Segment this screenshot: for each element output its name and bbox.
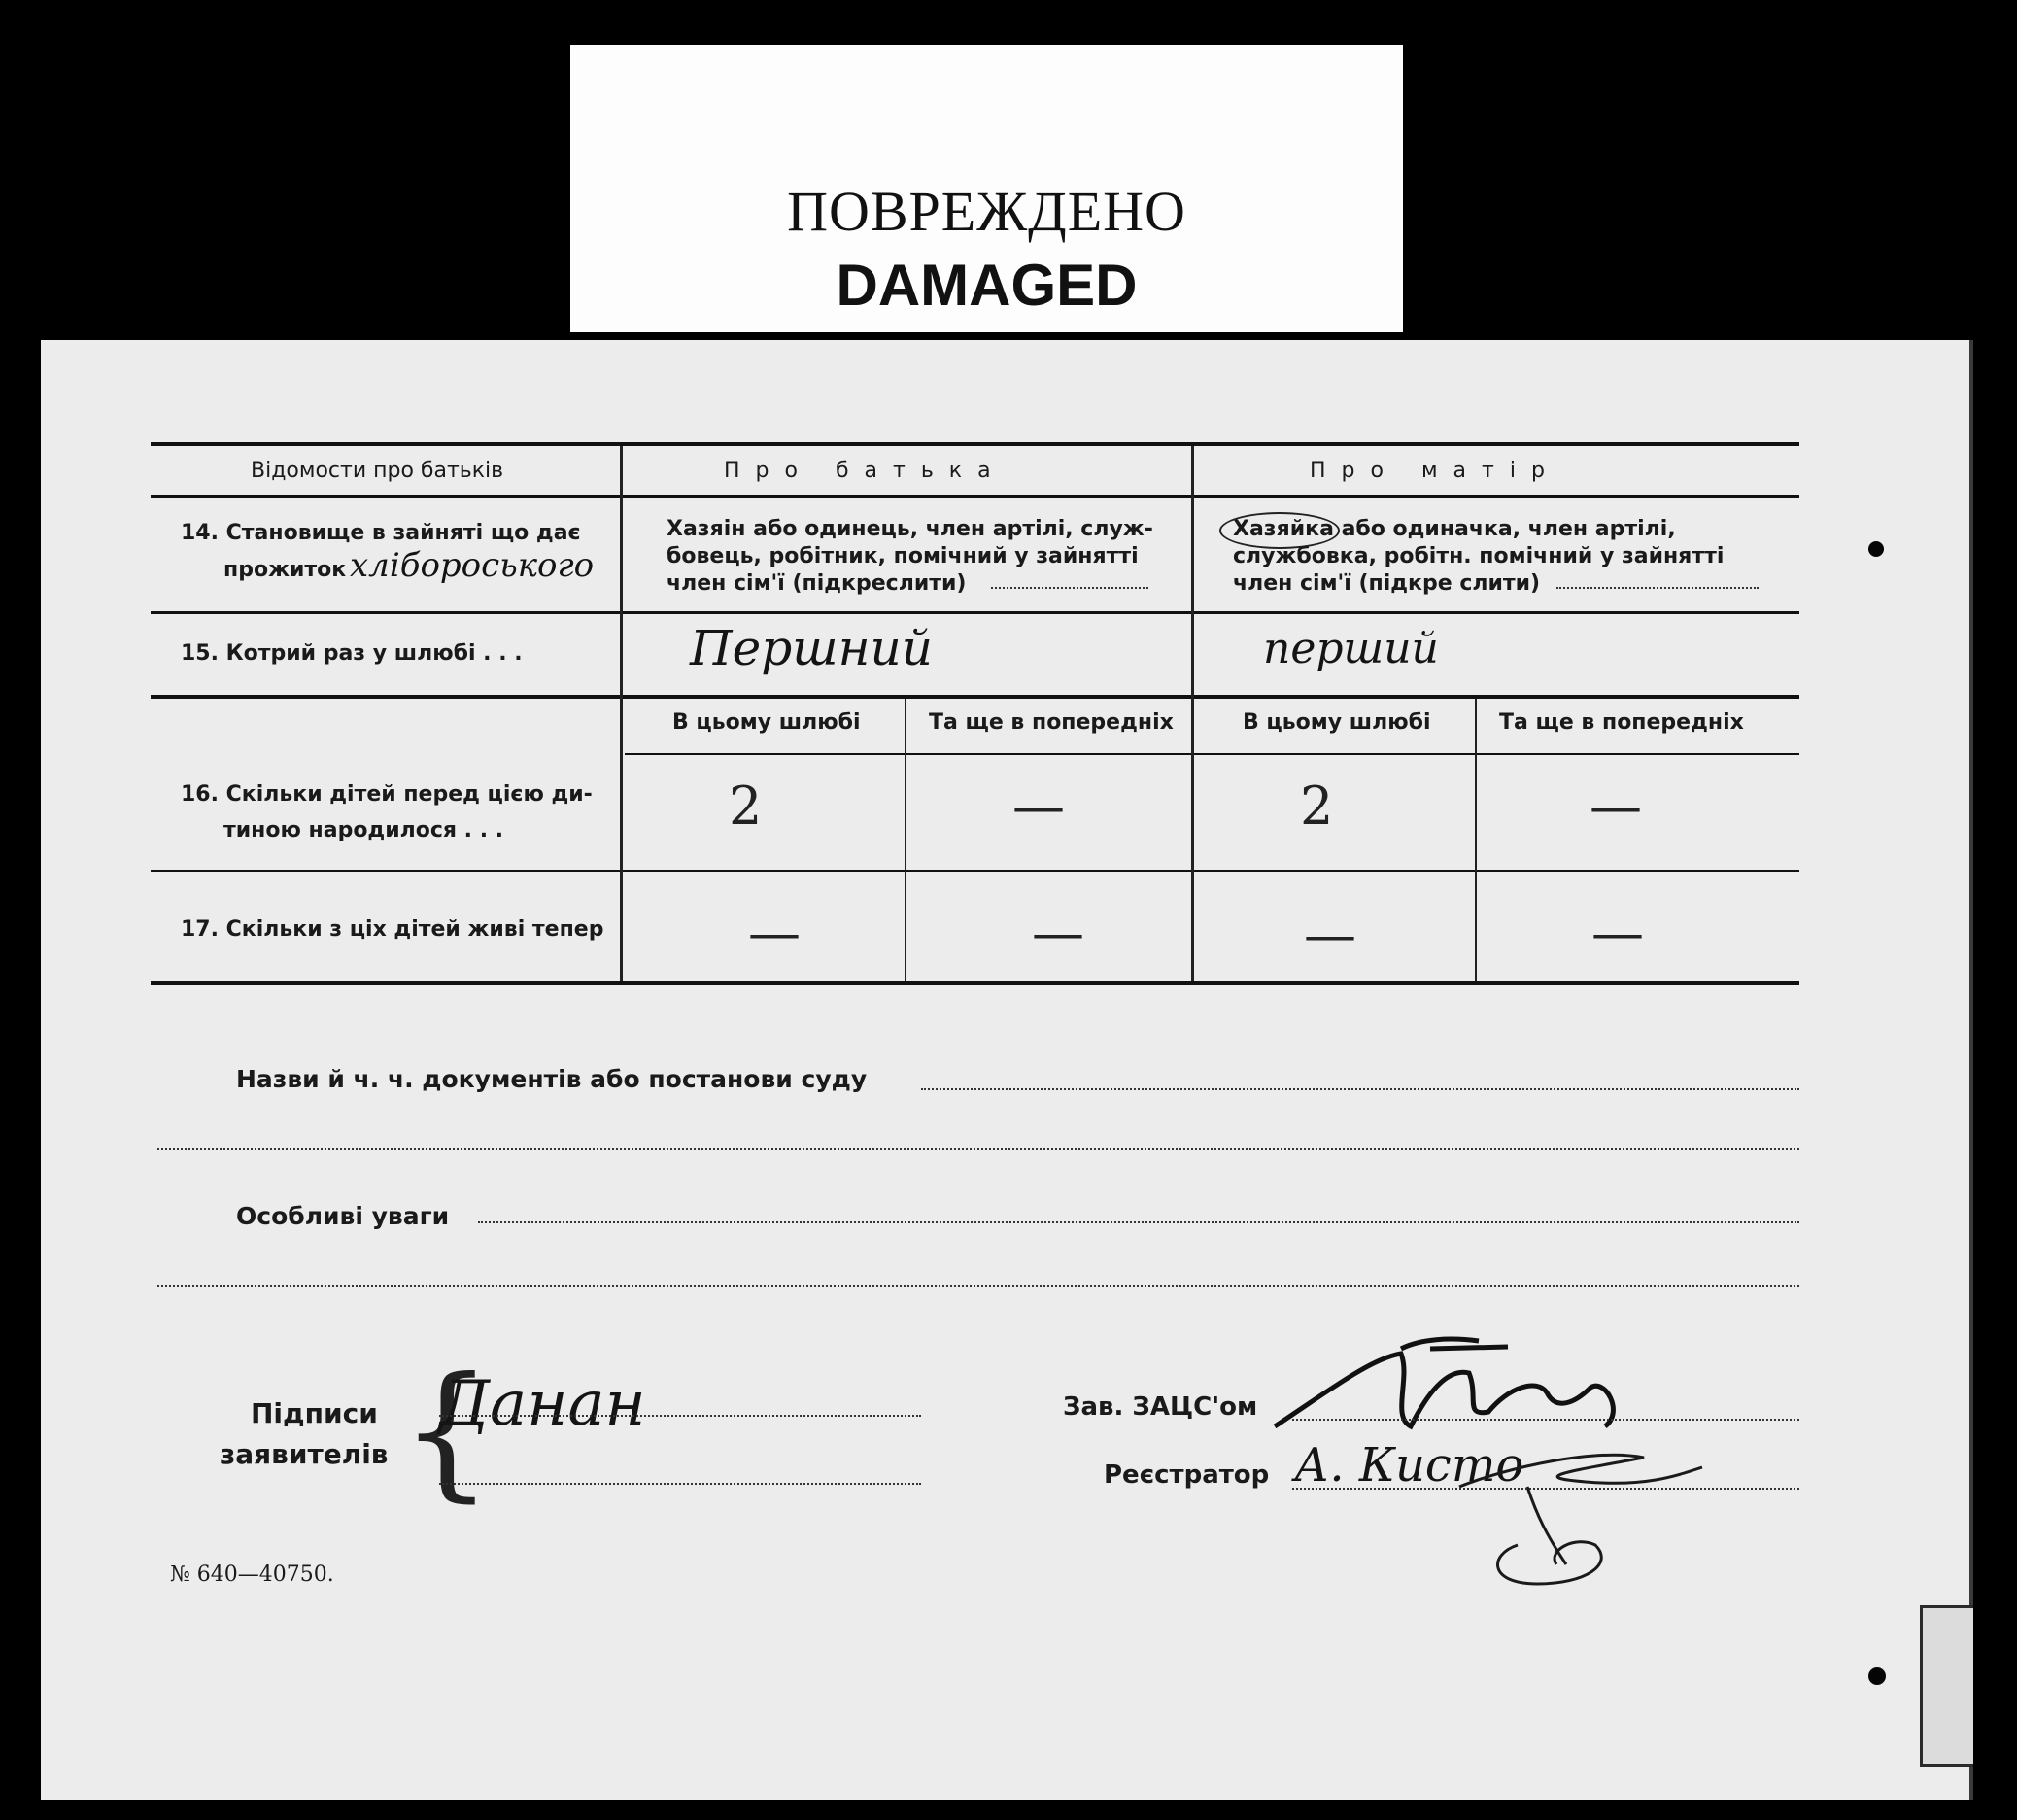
table-top-rule (151, 442, 1799, 446)
header-father: Про батька (724, 459, 1007, 483)
form-number: № 640—40750. (170, 1562, 334, 1587)
row16-value: — (1012, 775, 1065, 837)
notes-label: Особливі уваги (236, 1202, 450, 1230)
row14-rule (151, 611, 1799, 614)
row14-handwritten: хлібороського (350, 546, 595, 585)
row17-value: — (1591, 902, 1644, 963)
header-mother: Про матір (1310, 459, 1560, 483)
signature-line (439, 1483, 921, 1485)
subheader-mother-this: В цьому шлюбі (1243, 710, 1431, 735)
dotted-line (991, 587, 1148, 589)
punch-hole (1868, 1667, 1886, 1685)
row17-value: — (1032, 902, 1084, 963)
signature-line (439, 1415, 921, 1417)
row14-mother-line1: Хазяйка або одиначка, член артілі, (1233, 517, 1676, 541)
registrar-signature: А. Кисто (1294, 1438, 1524, 1493)
subheader-mother-previous: Та ще в попередніх (1499, 710, 1744, 735)
row17-label: 17. Скільки з ціх дітей живі тепер (181, 917, 604, 942)
signature-line (1292, 1488, 1799, 1490)
signature-line (1292, 1419, 1799, 1421)
registrar-label: Реєстратор (1104, 1460, 1270, 1490)
dotted-line (1556, 587, 1759, 589)
row15-mother-value: перший (1263, 624, 1439, 673)
row16-value: 2 (1300, 775, 1334, 837)
header-rule (151, 495, 1799, 498)
col-divider (905, 699, 906, 981)
row14-father-line3: член сім'ї (підкреслити) (667, 571, 967, 596)
punch-hole (1868, 541, 1884, 557)
col-divider (1191, 446, 1194, 981)
dotted-line (478, 1221, 1799, 1223)
head-label: Зав. ЗАЦС'ом (1063, 1392, 1258, 1422)
col-divider (1475, 699, 1477, 981)
row16-value: 2 (729, 775, 763, 837)
brace-symbol: { (400, 1347, 494, 1516)
header-parents-info: Відомости про батьків (251, 459, 504, 483)
torn-edge (1920, 1605, 1973, 1767)
row15-rule (151, 695, 1799, 699)
row16-rule (151, 870, 1799, 872)
row14-father-line1: Хазяін або одинець, член артілі, служ- (667, 517, 1153, 541)
row17-value: — (748, 902, 801, 963)
damaged-label-ru: ПОВРЕЖДЕНО (787, 180, 1186, 243)
row15-father-value: Першний (690, 620, 933, 676)
damaged-label-en: DAMAGED (836, 253, 1138, 318)
applicants-label: Підписи (251, 1397, 378, 1429)
row14-mother-line2: службовка, робітн. помічний у зайнятті (1233, 544, 1725, 568)
applicant-signature: Данан (439, 1368, 646, 1440)
registrar-flourish (1450, 1428, 1761, 1594)
row14-label: прожиток (223, 558, 347, 582)
row14-mother-line3: член сім'ї (підкре слити) (1233, 571, 1541, 596)
table-bottom-rule (151, 981, 1799, 985)
row16-value: — (1590, 775, 1642, 837)
row15-label: 15. Котрий раз у шлюбі . . . (181, 641, 523, 666)
documents-label: Назви й ч. ч. документів або постанови суду (236, 1065, 868, 1093)
row14-label: 14. Становище в зайняті що дає (181, 521, 581, 545)
row17-value: — (1304, 904, 1356, 965)
row14-father-line2: бовець, робітник, помічний у зайнятті (667, 544, 1139, 568)
subheader-father-previous: Та ще в попередніх (929, 710, 1174, 735)
row16-label: тиною народилося . . . (223, 818, 504, 842)
damaged-label-card (570, 45, 1403, 332)
applicants-label: заявителів (220, 1438, 389, 1470)
document-sheet (41, 340, 1973, 1800)
subheader-rule (625, 753, 1799, 755)
dotted-line (157, 1285, 1799, 1287)
subheader-father-this: В цьому шлюбі (672, 710, 861, 735)
col-divider (620, 446, 623, 981)
row16-label: 16. Скільки дітей перед цією ди- (181, 782, 593, 807)
dotted-line (921, 1088, 1799, 1090)
dotted-line (157, 1148, 1799, 1150)
